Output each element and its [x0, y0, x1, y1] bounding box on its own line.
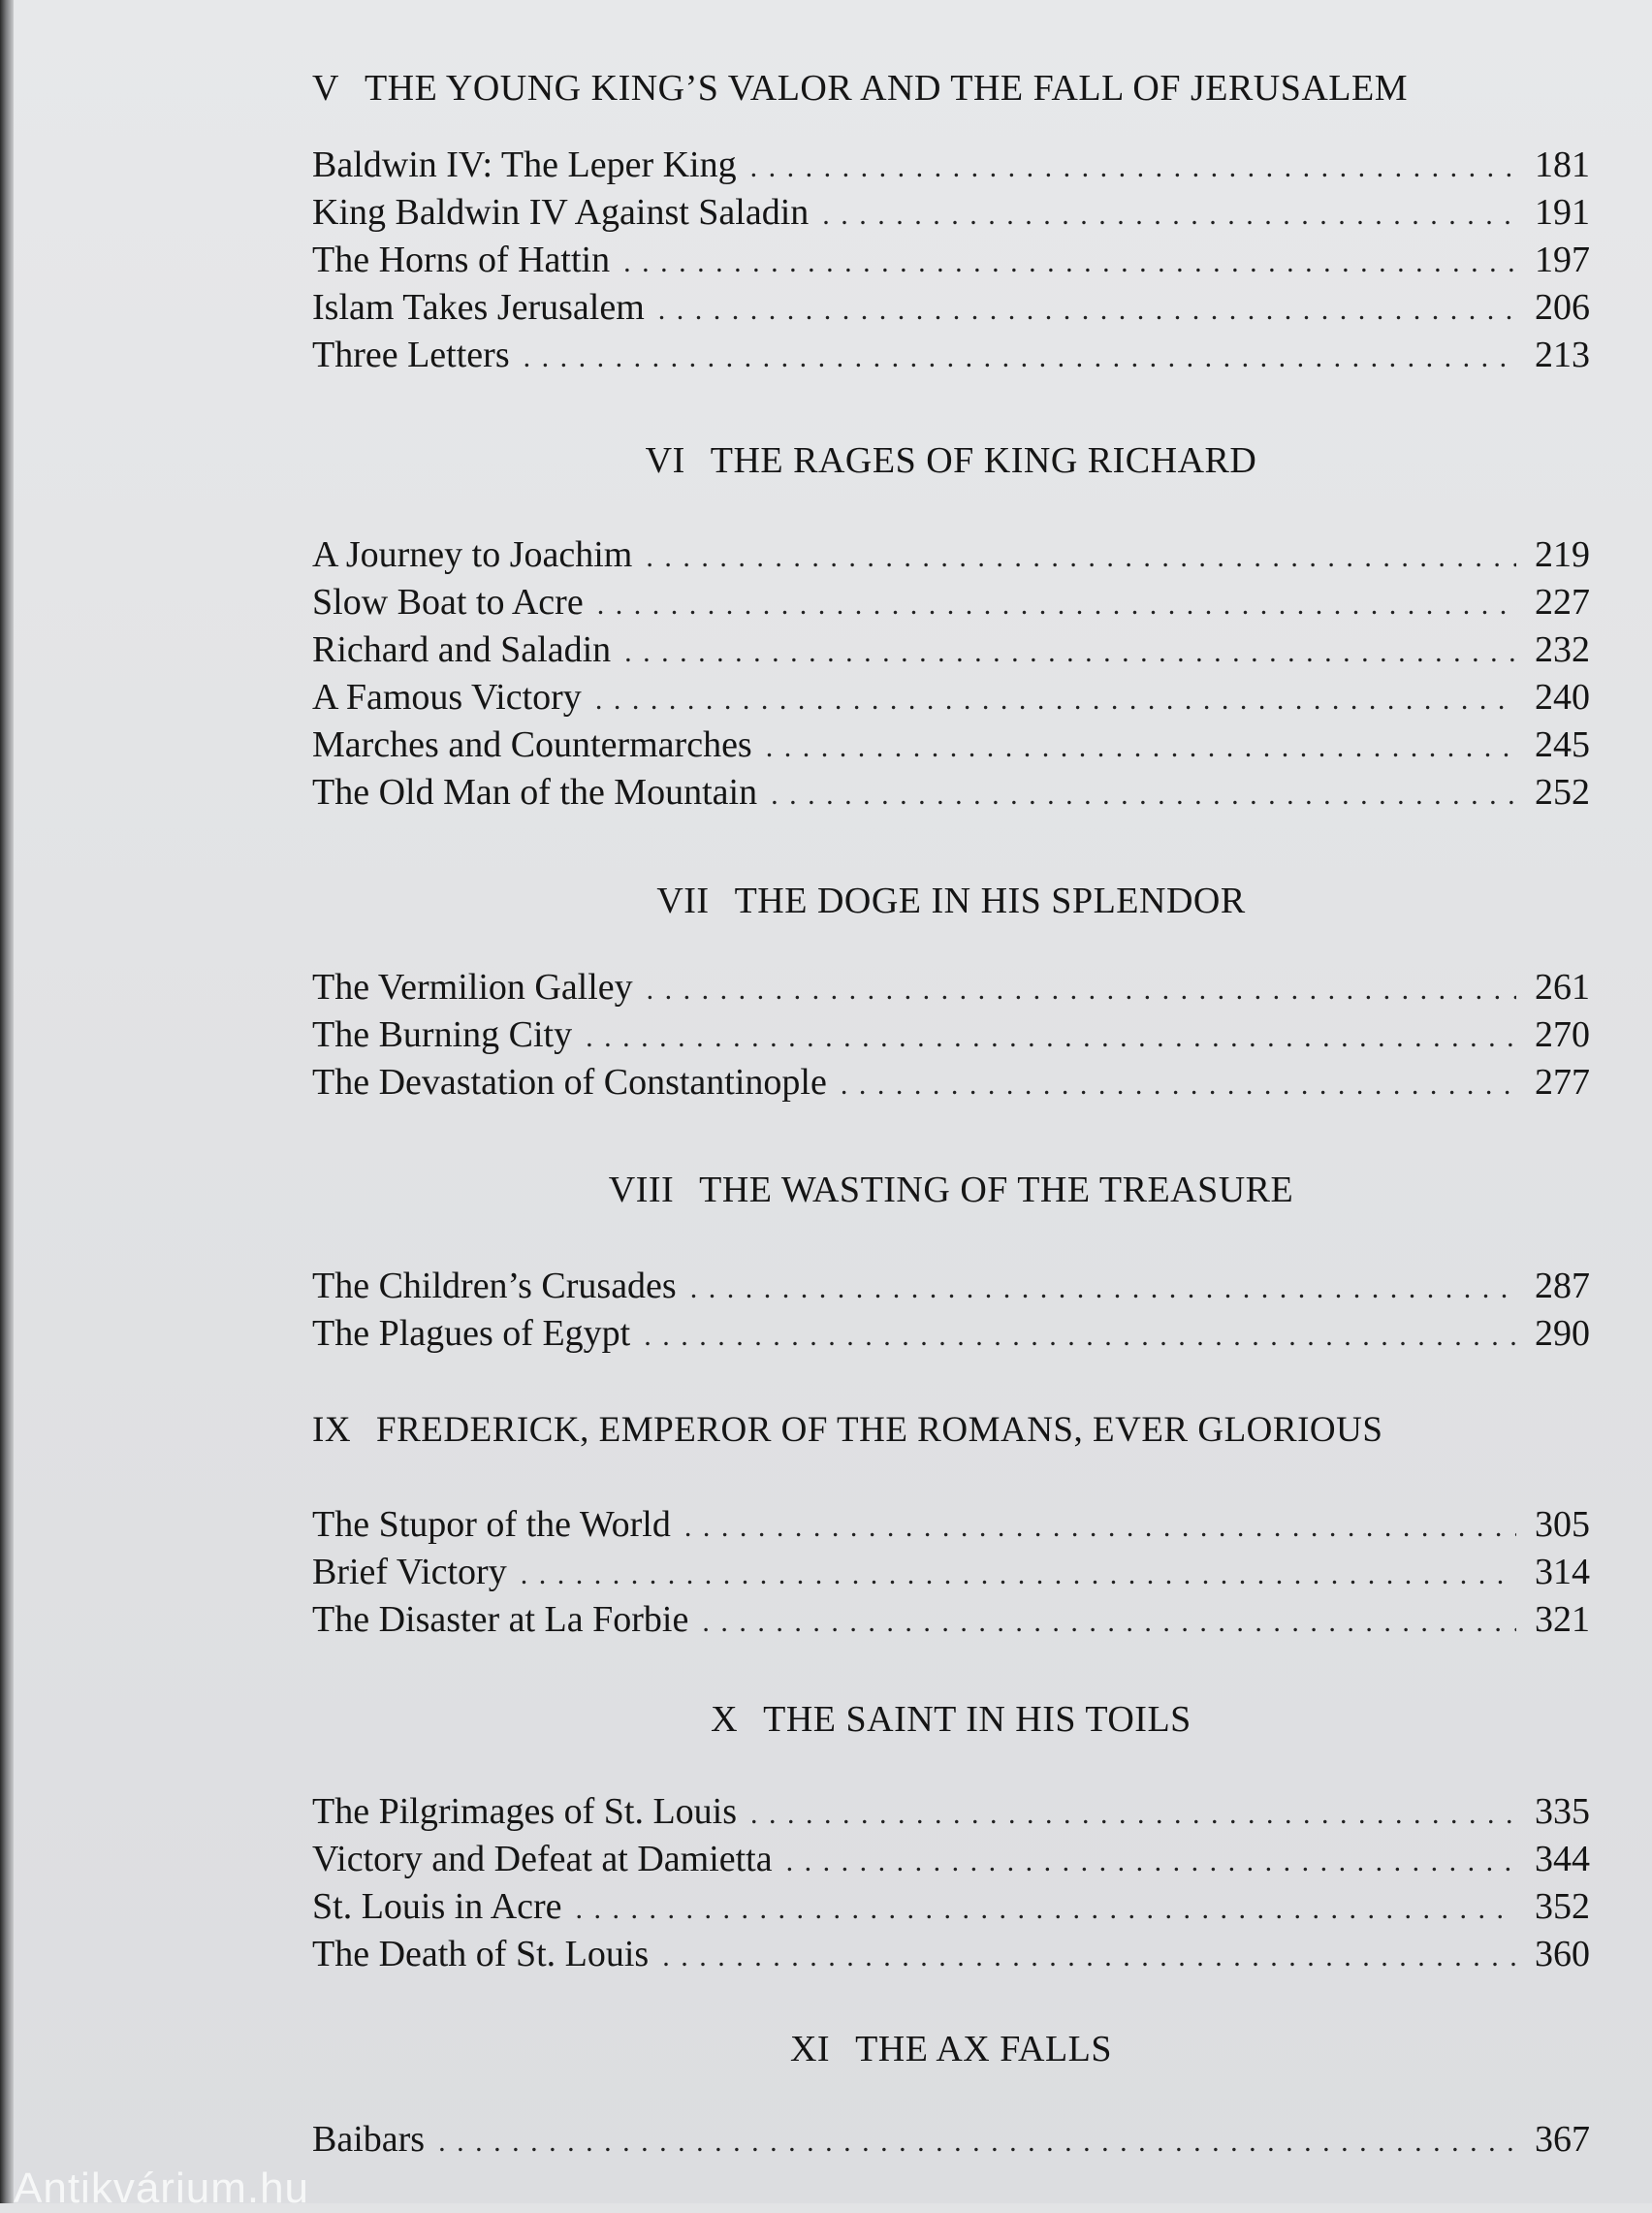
entry-page-number: 270	[1535, 1014, 1590, 1055]
entry-title: Islam Takes Jerusalem	[312, 287, 645, 328]
chapter-title: THE YOUNG KING’S VALOR AND THE FALL OF JERUSALEM	[364, 68, 1409, 109]
chapter-entries-v	[312, 142, 1590, 379]
toc-entry[interactable]	[312, 769, 1590, 817]
toc-entry[interactable]	[312, 626, 1590, 674]
toc-entry[interactable]	[312, 1310, 1590, 1358]
dot-leader	[822, 191, 1516, 239]
toc-entry[interactable]	[312, 964, 1590, 1011]
entry-page-number: 305	[1535, 1504, 1590, 1545]
chapter-heading-v	[312, 70, 1590, 107]
entry-title: The Pilgrimages of St. Louis	[312, 1791, 738, 1832]
dot-leader	[597, 581, 1516, 628]
entry-page-number: 191	[1535, 192, 1590, 233]
toc-entry[interactable]	[312, 1931, 1590, 1978]
entry-page-number: 360	[1535, 1934, 1590, 1974]
chapter-number: VIII	[608, 1170, 675, 1210]
dot-leader	[521, 1551, 1516, 1598]
toc-entry[interactable]	[312, 332, 1590, 379]
toc-entry[interactable]	[312, 237, 1590, 284]
entry-page-number: 321	[1535, 1599, 1590, 1640]
dot-leader	[576, 1885, 1516, 1933]
entry-page-number: 232	[1535, 629, 1590, 670]
entry-page-number: 352	[1535, 1886, 1590, 1927]
chapter-entries-x	[312, 1788, 1590, 1978]
book-spine-edge	[0, 0, 14, 2203]
chapter-heading-xi	[312, 2031, 1590, 2068]
chapter-entries-viii	[312, 1263, 1590, 1358]
entry-page-number: 181	[1535, 144, 1590, 185]
toc-entry[interactable]	[312, 1549, 1590, 1596]
entry-title: Slow Boat to Acre	[312, 582, 584, 623]
entry-page-number: 197	[1535, 240, 1590, 280]
entry-title: A Famous Victory	[312, 677, 582, 718]
entry-title: King Baldwin IV Against Saladin	[312, 192, 810, 233]
entry-title: Baibars	[312, 2119, 426, 2160]
chapter-title: THE RAGES OF KING RICHARD	[710, 440, 1257, 481]
toc-entry[interactable]	[312, 531, 1590, 579]
chapter-number: IX	[312, 1410, 352, 1450]
chapter-title: THE DOGE IN HIS SPLENDOR	[734, 881, 1246, 921]
entry-title: The Old Man of the Mountain	[312, 772, 758, 813]
dot-leader	[586, 1013, 1516, 1061]
entry-title: Three Letters	[312, 335, 510, 375]
entry-page-number: 367	[1535, 2119, 1590, 2160]
entry-page-number: 261	[1535, 967, 1590, 1008]
entry-title: A Journey to Joachim	[312, 534, 633, 575]
entry-title: The Burning City	[312, 1014, 573, 1055]
entry-title: Richard and Saladin	[312, 629, 612, 670]
dot-leader	[841, 1061, 1516, 1108]
entry-title: The Stupor of the World	[312, 1504, 671, 1545]
dot-leader	[771, 771, 1516, 818]
entry-page-number: 314	[1535, 1552, 1590, 1592]
chapter-number: XI	[789, 2029, 831, 2069]
chapter-title: THE WASTING OF THE TREASURE	[699, 1170, 1294, 1210]
entry-page-number: 227	[1535, 582, 1590, 623]
dot-leader	[786, 1838, 1516, 1885]
toc-entry[interactable]	[312, 2116, 1590, 2164]
entry-page-number: 219	[1535, 534, 1590, 575]
dot-leader	[684, 1503, 1516, 1551]
dot-leader	[595, 676, 1516, 723]
toc-entry[interactable]	[312, 1263, 1590, 1310]
toc-entry[interactable]	[312, 189, 1590, 237]
toc-entry[interactable]	[312, 1836, 1590, 1883]
entry-page-number: 245	[1535, 724, 1590, 765]
dot-leader	[750, 1790, 1516, 1838]
entry-title: Marches and Countermarches	[312, 724, 752, 765]
toc-entry[interactable]	[312, 1501, 1590, 1549]
chapter-number: VI	[645, 440, 685, 481]
dot-leader	[646, 533, 1516, 581]
entry-page-number: 206	[1535, 287, 1590, 328]
toc-entry[interactable]	[312, 1596, 1590, 1644]
chapter-heading-x	[312, 1701, 1590, 1738]
dot-leader	[624, 628, 1516, 676]
entry-title: The Death of St. Louis	[312, 1934, 650, 1974]
chapter-number: X	[711, 1699, 739, 1740]
toc-entry[interactable]	[312, 1011, 1590, 1059]
dot-leader	[702, 1598, 1516, 1646]
entry-page-number: 213	[1535, 335, 1590, 375]
toc-entry[interactable]	[312, 674, 1590, 722]
entry-page-number: 287	[1535, 1266, 1590, 1306]
entry-title: Baldwin IV: The Leper King	[312, 144, 737, 185]
entry-page-number: 240	[1535, 677, 1590, 718]
toc-entry[interactable]	[312, 1883, 1590, 1931]
toc-entry[interactable]	[312, 1788, 1590, 1836]
chapter-entries-xi	[312, 2116, 1590, 2164]
dot-leader	[662, 1933, 1516, 1980]
entry-page-number: 290	[1535, 1313, 1590, 1354]
entry-title: The Horns of Hattin	[312, 240, 611, 280]
entry-page-number: 252	[1535, 772, 1590, 813]
chapter-title: THE SAINT IN HIS TOILS	[763, 1699, 1191, 1740]
chapter-number: V	[312, 68, 339, 109]
chapter-number: VII	[656, 881, 710, 921]
entry-title: The Disaster at La Forbie	[312, 1599, 689, 1640]
dot-leader	[644, 1312, 1516, 1360]
dot-leader	[766, 723, 1516, 771]
chapter-heading-viii	[312, 1171, 1590, 1208]
chapter-entries-vii	[312, 964, 1590, 1106]
chapter-title: FREDERICK, EMPEROR OF THE ROMANS, EVER GLORIOUS	[376, 1410, 1383, 1450]
dot-leader	[750, 144, 1516, 191]
toc-entry[interactable]	[312, 284, 1590, 332]
chapter-heading-vii	[312, 882, 1590, 919]
toc-entry[interactable]	[312, 722, 1590, 769]
dot-leader	[623, 239, 1516, 286]
chapter-heading-vi	[312, 442, 1590, 479]
entry-title: The Plagues of Egypt	[312, 1313, 631, 1354]
entry-page-number: 277	[1535, 1062, 1590, 1103]
entry-title: Victory and Defeat at Damietta	[312, 1839, 773, 1879]
toc-entry[interactable]	[312, 1059, 1590, 1106]
toc-entry[interactable]	[312, 142, 1590, 189]
chapter-entries-ix	[312, 1501, 1590, 1644]
dot-leader	[658, 286, 1516, 334]
entry-title: The Children’s Crusades	[312, 1266, 677, 1306]
dot-leader	[438, 2118, 1516, 2165]
dot-leader	[524, 334, 1516, 381]
entry-title: Brief Victory	[312, 1552, 507, 1592]
dot-leader	[690, 1265, 1516, 1312]
entry-title: The Vermilion Galley	[312, 967, 633, 1008]
entry-title: The Devastation of Constantinople	[312, 1062, 827, 1103]
chapter-title: THE AX FALLS	[855, 2029, 1113, 2069]
book-page	[14, 0, 1652, 2212]
watermark-text: Antikvárium.hu	[14, 2165, 310, 2212]
entry-page-number: 344	[1535, 1839, 1590, 1879]
chapter-heading-ix	[312, 1412, 1590, 1448]
toc-entry[interactable]	[312, 579, 1590, 626]
chapter-entries-vi	[312, 531, 1590, 817]
dot-leader	[647, 966, 1516, 1013]
entry-title: St. Louis in Acre	[312, 1886, 562, 1927]
entry-page-number: 335	[1535, 1791, 1590, 1832]
